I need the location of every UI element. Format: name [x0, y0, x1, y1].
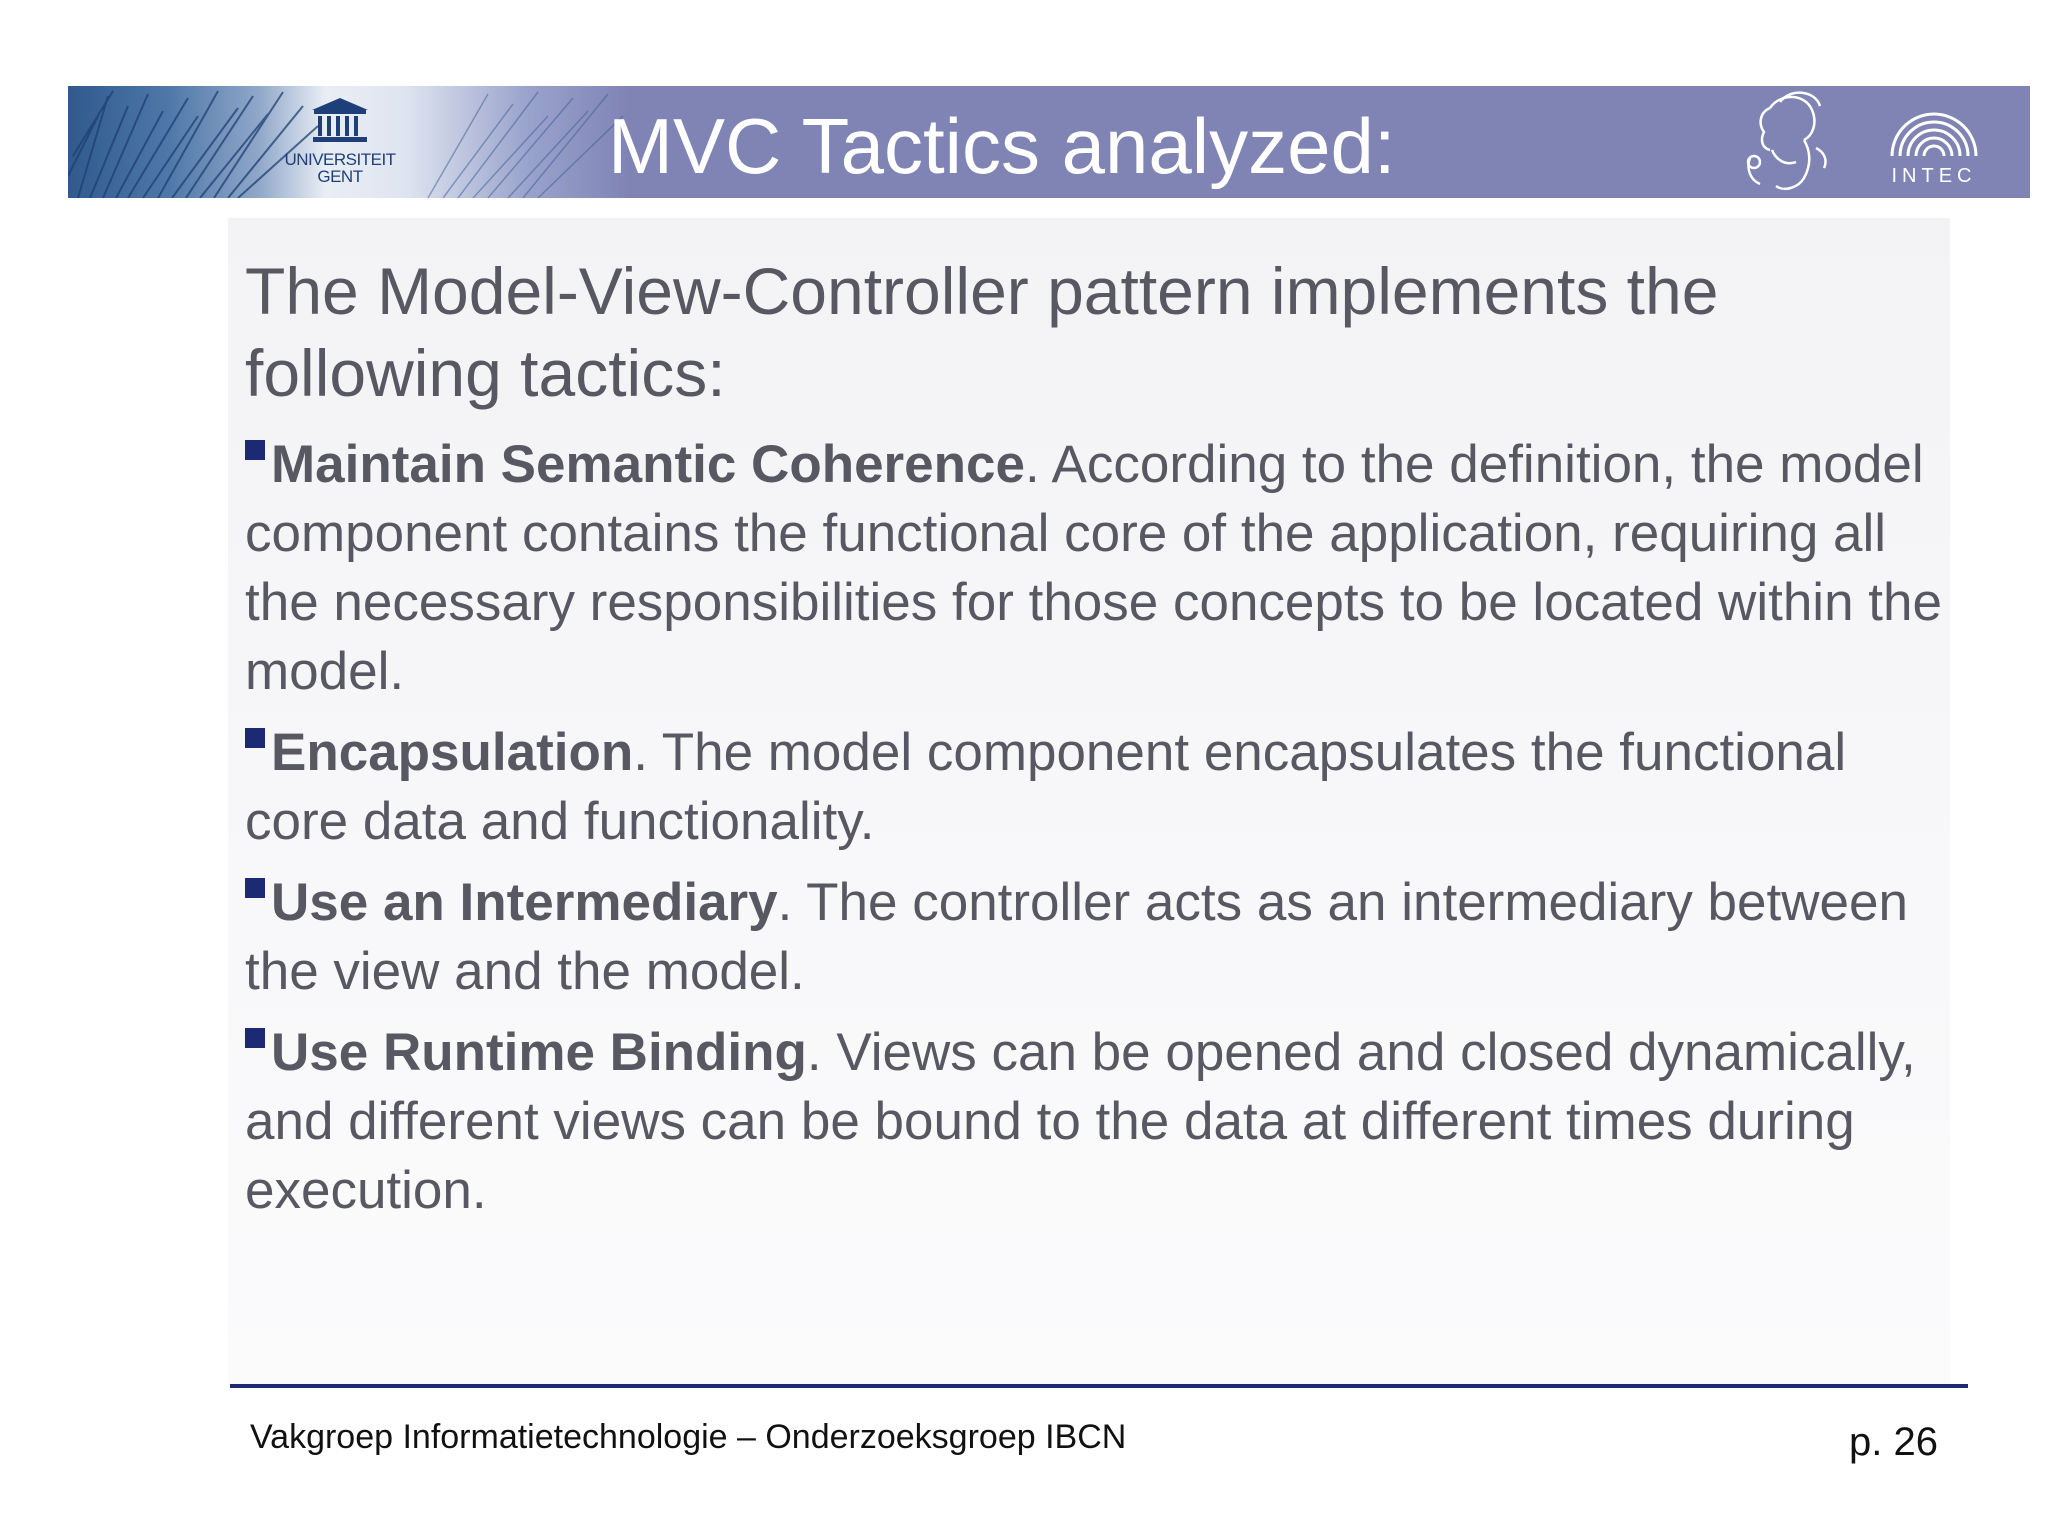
square-bullet-icon	[245, 1028, 265, 1048]
athena-head-icon	[1720, 88, 1840, 198]
footer-divider	[230, 1384, 1968, 1388]
university-building-icon	[310, 96, 370, 146]
square-bullet-icon	[245, 440, 265, 460]
square-bullet-icon	[245, 878, 265, 898]
bullet-term: Use Runtime Binding	[271, 1023, 807, 1082]
ugent-logo	[280, 96, 400, 190]
bullet-text: . According to the definition, the model component contains the functional core of the application, requiring all the necessary responsibilities for those concepts to be located within the model.	[245, 435, 1942, 701]
intec-arc-icon	[1886, 96, 1982, 158]
page-number: p. 26	[1849, 1420, 1938, 1464]
bullet-term: Use an Intermediary	[271, 873, 778, 932]
bullet-text: . The model component encapsulates the functional core data and functionality.	[245, 723, 1847, 851]
ugent-logo-line1: UNIVERSITEIT	[284, 150, 396, 169]
bullet-use-runtime-binding	[245, 1018, 1955, 1225]
bullet-encapsulation	[245, 718, 1955, 856]
intec-logo-text: INTEC	[1891, 165, 1977, 187]
athena-logo	[1720, 88, 1840, 198]
square-bullet-icon	[245, 728, 265, 748]
bullet-use-an-intermediary	[245, 868, 1955, 1006]
intec-logo	[1882, 96, 1986, 196]
ugent-logo-line2: GENT	[317, 167, 363, 186]
bullet-text: . Views can be opened and closed dynamically, and different views can be bound to the data at different times during execution.	[245, 1023, 1916, 1220]
footer-department: Vakgroep Informatietechnologie – Onderzoeksgroep IBCN	[250, 1418, 1127, 1456]
slide-title: MVC Tactics analyzed:	[608, 102, 1396, 190]
bullet-maintain-semantic-coherence	[245, 430, 1955, 706]
bullet-term: Maintain Semantic Coherence	[271, 435, 1025, 494]
intro-paragraph: The Model-View-Controller pattern implements the following tactics:	[245, 254, 1719, 410]
bullet-term: Encapsulation	[271, 723, 634, 782]
slide-content	[245, 250, 1955, 1237]
bullet-text: . The controller acts as an intermediary between the view and the model.	[245, 873, 1908, 1001]
